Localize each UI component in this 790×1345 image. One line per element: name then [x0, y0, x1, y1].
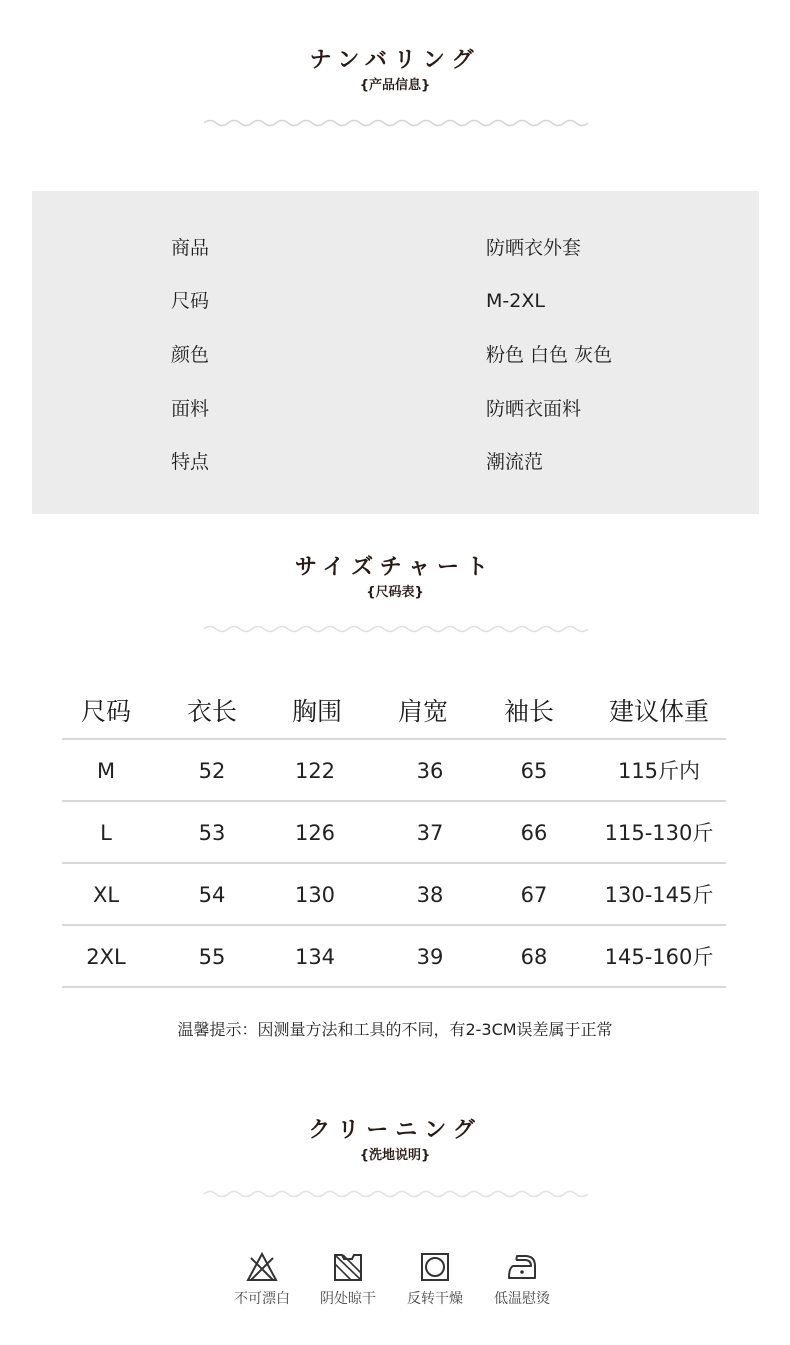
table-cell: 55	[198, 945, 226, 969]
table-row	[62, 802, 726, 864]
care-item-tumble-dry	[395, 1250, 475, 1308]
measurement-note: 温馨提示：因测量方法和工具的不同，有2-3CM误差属于正常	[177, 1020, 613, 1039]
care-title: クリーニング	[308, 1118, 482, 1143]
info-label: 特点	[171, 451, 210, 473]
info-row-size	[32, 289, 759, 313]
table-cell: M	[96, 759, 116, 783]
care-item-shade-dry	[308, 1250, 388, 1308]
info-row-color	[32, 343, 759, 367]
info-label: 面料	[171, 398, 210, 420]
wave-divider	[204, 624, 588, 634]
info-value: 粉色 白色 灰色	[486, 344, 613, 366]
info-value: 防晒衣面料	[486, 398, 582, 420]
table-cell: 122	[294, 759, 336, 783]
low-iron-icon	[505, 1250, 539, 1284]
size-chart-subtitle: {尺码表}	[366, 585, 424, 600]
table-cell: 115-130斤	[604, 821, 714, 845]
wave-divider	[204, 118, 588, 128]
info-value: M-2XL	[486, 290, 545, 312]
size-chart-heading	[0, 553, 790, 602]
table-cell: 66	[520, 821, 548, 845]
table-cell: 134	[294, 945, 336, 969]
care-item-low-iron	[482, 1250, 562, 1308]
no-bleach-icon	[245, 1250, 279, 1284]
info-label: 颜色	[171, 344, 210, 366]
table-header-cell: 尺码	[80, 697, 131, 726]
table-cell: 53	[198, 821, 226, 845]
table-header-cell: 袖长	[503, 697, 554, 726]
care-label: 阴处晾干	[320, 1291, 376, 1307]
table-cell: 38	[416, 883, 444, 907]
table-cell: 65	[520, 759, 548, 783]
tumble-dry-icon	[418, 1250, 452, 1284]
table-cell: L	[100, 821, 112, 845]
info-row-fabric	[32, 397, 759, 421]
table-row	[62, 740, 726, 802]
table-cell: 36	[416, 759, 444, 783]
table-cell: 37	[416, 821, 444, 845]
shade-dry-icon	[331, 1250, 365, 1284]
care-item-no-bleach	[222, 1250, 302, 1308]
product-info-heading	[0, 46, 790, 95]
table-cell: 145-160斤	[604, 945, 714, 969]
size-chart-title: サイズチャート	[294, 555, 496, 580]
product-info-subtitle: {产品信息}	[359, 78, 431, 93]
table-cell: 52	[198, 759, 226, 783]
table-cell: 130-145斤	[604, 883, 714, 907]
info-row-product	[32, 236, 759, 260]
info-value: 潮流范	[486, 451, 544, 473]
product-info-panel	[32, 191, 759, 514]
table-cell: 39	[416, 945, 444, 969]
table-cell: 68	[520, 945, 548, 969]
product-info-title: ナンバリング	[309, 48, 481, 73]
table-header-cell: 肩宽	[397, 697, 448, 726]
info-value: 防晒衣外套	[486, 237, 582, 259]
table-header-cell: 衣长	[186, 697, 237, 726]
table-cell: 130	[294, 883, 336, 907]
table-header-row	[62, 690, 726, 740]
info-label: 商品	[171, 237, 210, 259]
table-cell: 2XL	[86, 945, 126, 969]
table-cell: 67	[520, 883, 548, 907]
table-cell: 54	[198, 883, 226, 907]
table-cell: 115斤内	[617, 759, 701, 783]
wave-divider	[204, 1189, 588, 1199]
care-subtitle: {洗地说明}	[359, 1148, 431, 1163]
care-label: 不可漂白	[234, 1291, 290, 1307]
size-table	[62, 690, 726, 988]
table-cell: 126	[294, 821, 336, 845]
care-heading	[0, 1116, 790, 1165]
table-row	[62, 926, 726, 988]
table-header-cell: 胸围	[291, 697, 342, 726]
care-label: 反转干燥	[407, 1291, 463, 1307]
table-row	[62, 864, 726, 926]
table-cell: XL	[92, 883, 120, 907]
info-row-feature	[32, 450, 759, 474]
table-header-cell: 建议体重	[608, 697, 709, 726]
info-label: 尺码	[171, 290, 210, 312]
care-label: 低温慰烫	[494, 1291, 550, 1307]
